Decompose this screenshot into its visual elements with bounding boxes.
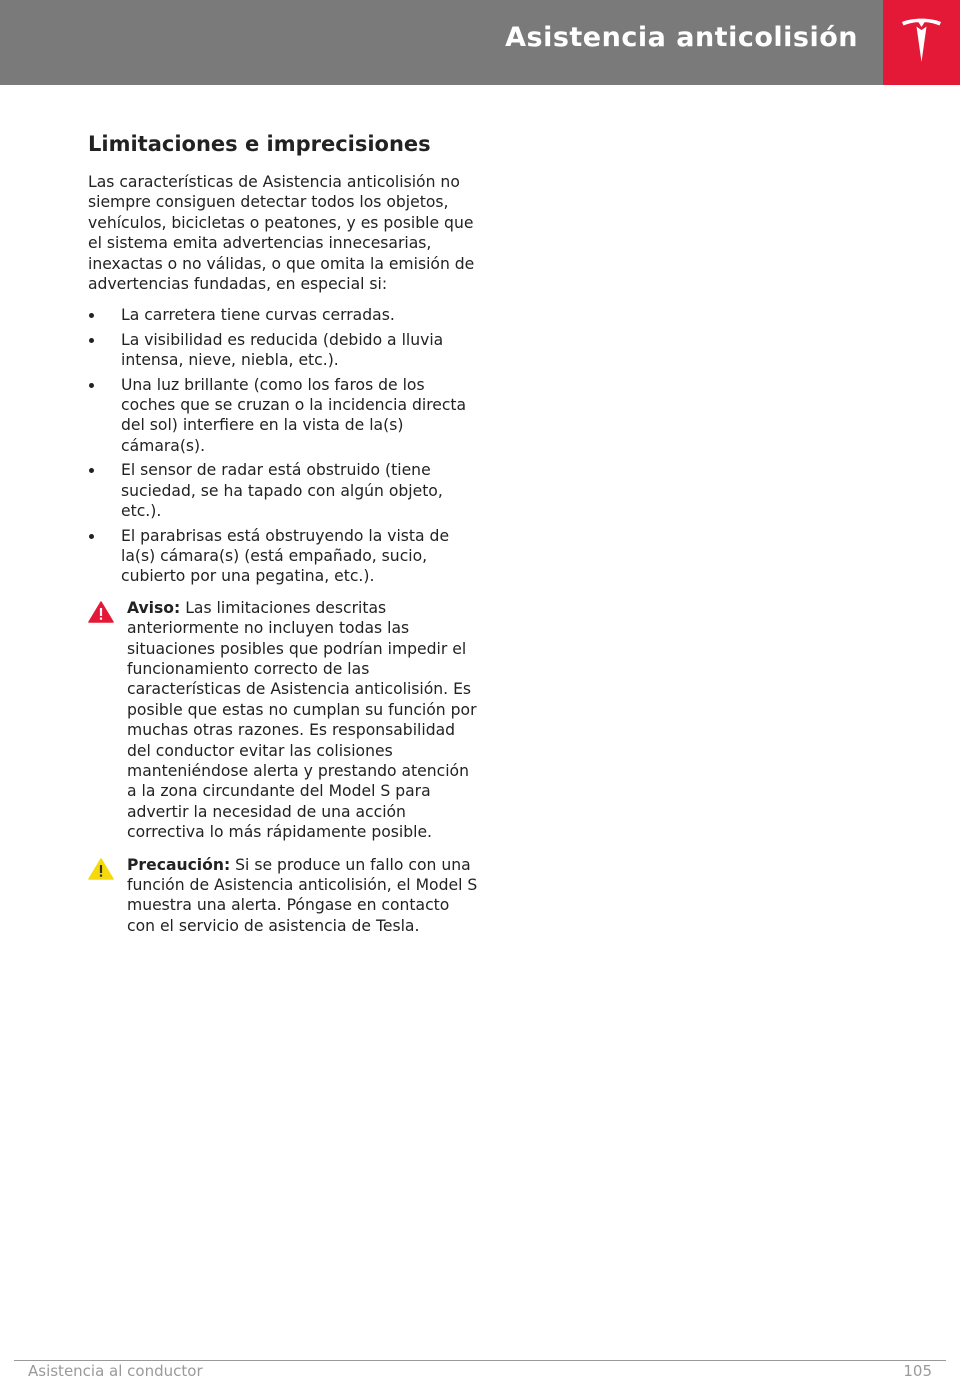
warning-text: Las limitaciones descritas anteriormente no incluyen todas las situaciones posibles que podrían impedir el funcionamiento correcto de las características de Asistencia anticolisión. Es posible que estas no cumplan su función por muchas otras razones. Es responsabilidad del conductor evitar las colisiones manteniéndose alerta y prestando atención a la zona circundante del Model S para advertir la necesidad de una acción correctiva lo más rápidamente posible. bbox=[127, 598, 477, 842]
bullet-icon bbox=[89, 313, 94, 318]
footer-section-name: Asistencia al conductor bbox=[28, 1362, 203, 1380]
bullet-icon bbox=[89, 383, 94, 388]
footer-divider bbox=[14, 1360, 946, 1361]
limitations-list bbox=[88, 305, 480, 586]
main-content bbox=[88, 130, 480, 936]
section-title: Limitaciones e imprecisiones bbox=[88, 132, 431, 156]
bullet-icon bbox=[89, 534, 94, 539]
page-number: 105 bbox=[903, 1362, 932, 1380]
tesla-logo-icon bbox=[900, 16, 943, 66]
chapter-title: Asistencia anticolisión bbox=[505, 22, 858, 53]
bullet-icon bbox=[89, 468, 94, 473]
list-item-text: El sensor de radar está obstruido (tiene suciedad, se ha tapado con algún objeto, etc.). bbox=[121, 461, 443, 521]
intro-paragraph: Las características de Asistencia anticolisión no siempre consiguen detectar todos los objetos, vehículos, bicicletas o peatones, y es posible que el sistema emita advertencias innecesarias, inexactas o no válidas, o que omita la emisión de advertencias fundadas, en especial si: bbox=[88, 173, 475, 294]
list-item bbox=[88, 375, 480, 457]
caution-text: Si se produce un fallo con una función de Asistencia anticolisión, el Model S muestra una alerta. Póngase en contacto con el servicio de asistencia de Tesla. bbox=[127, 855, 478, 935]
warning-triangle-icon bbox=[88, 601, 114, 623]
caution-triangle-icon bbox=[88, 858, 114, 880]
list-item-text: Una luz brillante (como los faros de los coches que se cruzan o la incidencia directa del sol) interfiere en la vista de la(s) cámara(s). bbox=[121, 375, 467, 455]
list-item bbox=[88, 460, 480, 521]
warning-notice bbox=[88, 598, 480, 843]
list-item bbox=[88, 330, 480, 371]
bullet-icon bbox=[89, 338, 94, 343]
list-item bbox=[88, 305, 480, 325]
caution-label: Precaución: bbox=[127, 855, 231, 874]
caution-notice bbox=[88, 855, 480, 937]
warning-label: Aviso: bbox=[127, 598, 181, 617]
list-item-text: La carretera tiene curvas cerradas. bbox=[121, 306, 395, 325]
list-item-text: El parabrisas está obstruyendo la vista de la(s) cámara(s) (está empañado, sucio, cubierto por una pegatina, etc.). bbox=[121, 526, 450, 586]
list-item bbox=[88, 526, 480, 587]
brand-logo-box bbox=[883, 0, 960, 85]
list-item-text: La visibilidad es reducida (debido a lluvia intensa, nieve, niebla, etc.). bbox=[121, 330, 444, 370]
